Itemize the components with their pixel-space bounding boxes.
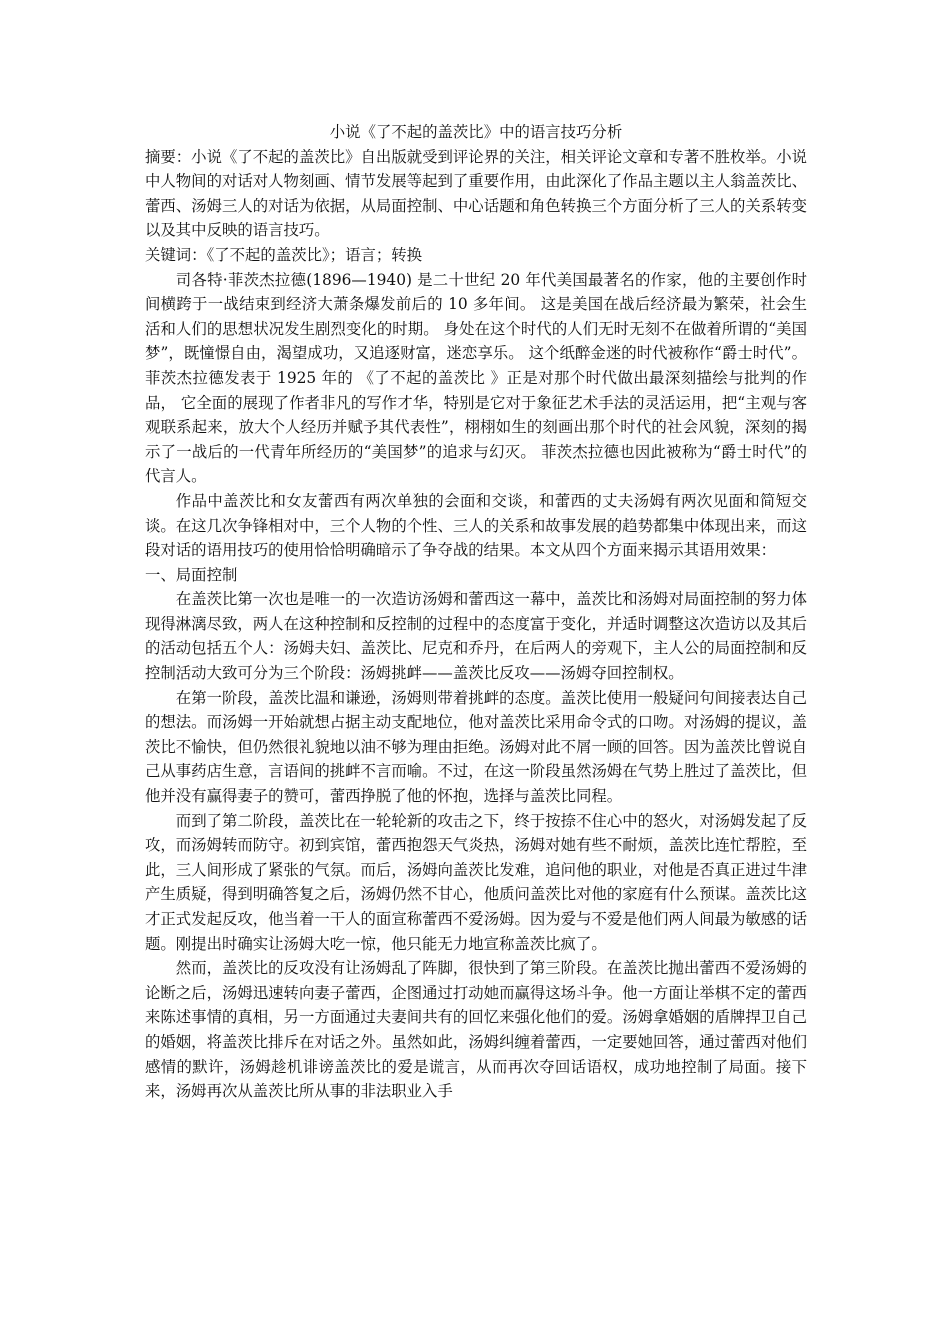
document-title: 小说《了不起的盖茨比》中的语言技巧分析 bbox=[329, 123, 623, 141]
section1-paragraph-4: 然而，盖茨比的反攻没有让汤姆乱了阵脚，很快到了第三阶段。在盖茨比抛出蕾西不爱汤姆的论断之后，汤姆迅速转向妻子蕾西，企图通过打动她而赢得这场斗争。他一方面让举棋不定的蕾西来陈述事情的真相，另一方面通过夫妻间共有的回忆来强化他们的爱。汤姆拿婚姻的盾牌捍卫自己的婚姻，将盖茨比排斥在对话之外。虽然如此，汤姆纠缠着蕾西，一定要她回答，通过蕾西对他们感情的默许，汤姆趁机诽谤盖茨比的爱是谎言，从而再次夺回话语权，成功地控制了局面。接下来，汤姆再次从盖茨比所从事的非法职业入手 bbox=[145, 959, 807, 1101]
intro-paragraph-2: 作品中盖茨比和女友蕾西有两次单独的会面和交谈，和蕾西的丈夫汤姆有两次见面和简短交谈。在这几次争锋相对中，三个人物的个性、三人的关系和故事发展的趋势都集中体现出来，而这段对话的语用技巧的使用恰恰明确暗示了争夺战的结果。本文从四个方面来揭示其语用效果： bbox=[145, 491, 807, 560]
section1-paragraph-2: 在第一阶段，盖茨比温和谦逊，汤姆则带着挑衅的态度。盖茨比使用一般疑问句间接表达自己的想法。而汤姆一开始就想占据主动支配地位，他对盖茨比采用命令式的口吻。对汤姆的提议，盖茨比不愉快，但仍然很礼貌地以油不够为理由拒绝。汤姆对此不屑一顾的回答。因为盖茨比曾说自己从事药店生意，言语间的挑衅不言而喻。不过，在这一阶段虽然汤姆在气势上胜过了盖茨比，但他并没有赢得妻子的赞可，蕾西挣脱了他的怀抱，选择与盖茨比同程。 bbox=[145, 688, 807, 806]
section-heading-1: 一、局面控制 bbox=[145, 565, 238, 584]
document-page bbox=[145, 120, 807, 1104]
section1-paragraph-1: 在盖茨比第一次也是唯一的一次造访汤姆和蕾西这一幕中，盖茨比和汤姆对局面控制的努力体现得淋漓尽致，两人在这种控制和反控制的过程中的态度富于变化，并适时调整这次造访以及其后的活动包括五个人：汤姆夫妇、盖茨比、尼克和乔丹，在后两人的旁观下，主人公的局面控制和反控制活动大致可分为三个阶段：汤姆挑衅——盖茨比反攻——汤姆夺回控制权。 bbox=[145, 590, 807, 683]
intro-paragraph-1: 司各特·菲茨杰拉德(1896—1940) 是二十世纪 20 年代美国最著名的作家，他的主要创作时间横跨于一战结束到经济大萧条爆发前后的 10 多年间。 这是美国在战后经济最为繁荣，社会生活和人们的思想状况发生剧烈变化的时期。 身处在这个时代的人们无时无刻不在做着所谓的“美国梦”，既憧憬自由，渴望成功，又追逐财富，迷恋享乐。 这个纸醉金迷的时代被称作“爵士时代”。 菲茨杰拉德发表于 1925 年的 《了不起的盖茨比 》正是对那个时代做出最深刻描绘与批判的作品， 它全面的展现了作者非凡的写作才华，特别是它对于象征艺术手法的灵活运用，把“主观与客观联系起来，放大个人经历并赋予其代表性”，栩栩如生的刻画出那个时代的社会风貌，深刻的揭示了一战后的一代青年所经历的“美国梦”的追求与幻灭。 菲茨杰拉德也因此被称为“爵士时代”的代言人。 bbox=[145, 270, 807, 486]
keywords-line: 关键词：《了不起的盖茨比》；语言；转换 bbox=[145, 245, 423, 264]
abstract-paragraph: 摘要：小说《了不起的盖茨比》自出版就受到评论界的关注，相关评论文章和专著不胜枚举。小说中人物间的对话对人物刻画、情节发展等起到了重要作用，由此深化了作品主题以主人翁盖茨比、蕾西、汤姆三人的对话为依据，从局面控制、中心话题和角色转换三个方面分析了三人的关系转变以及其中反映的语言技巧。 bbox=[145, 147, 807, 240]
section1-paragraph-3: 而到了第二阶段，盖茨比在一轮轮新的攻击之下，终于按捺不住心中的怒火，对汤姆发起了反攻，而汤姆转而防守。初到宾馆，蕾西抱怨天气炎热，汤姆对她有些不耐烦，盖茨比连忙帮腔，至此，三人间形成了紧张的气氛。而后，汤姆向盖茨比发难，追问他的职业，对他是否真正进过牛津产生质疑，得到明确答复之后，汤姆仍然不甘心，他质问盖茨比对他的家庭有什么预谋。盖茨比这才正式发起反攻，他当着一干人的面宣称蕾西不爱汤姆。因为爱与不爱是他们两人间最为敏感的话题。刚提出时确实让汤姆大吃一惊，他只能无力地宣称盖茨比疯了。 bbox=[145, 811, 807, 953]
